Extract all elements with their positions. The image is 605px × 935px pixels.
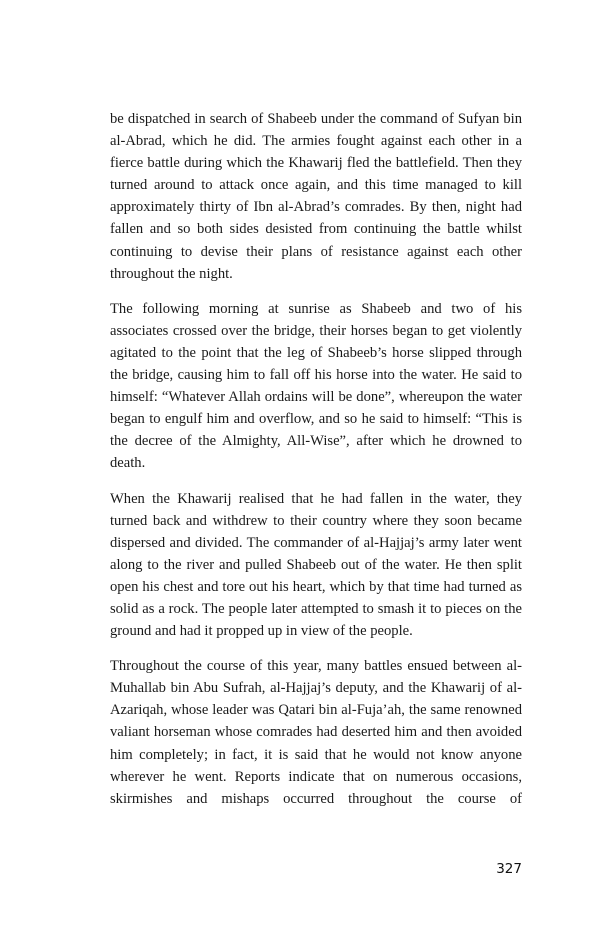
paragraph-2: The following morning at sunrise as Shabeeb and two of his associates crossed over the bridge, their horses began to get violently agitated to the point that the leg of Shabeeb’s horse slipped through the bridge, causing him to fall off his horse into the water. He said to himself: “Whatever Allah ordains will be done”, whereupon the water began to engulf him and overflow, and so he said to himself: “This is the decree of the Almighty, All-Wise”, after which he drowned to death.	[110, 300, 522, 472]
paragraph-1: be dispatched in search of Shabeeb under the command of Sufyan bin al-Abrad, which he did. The armies fought against each other in a fierce battle during which the Khawarij fled the battlefield. Then they turned around to attack once again, and this time managed to kill approximately thirty of Ibn al-Abrad’s comrades. By then, night had fallen and so both sides desisted from continuing the battle whilst continuing to devise their plans of resistance against each other throughout the night.	[110, 111, 522, 282]
paragraph-4: Throughout the course of this year, many battles ensued between al-Muhallab bin Abu Sufrah, al-Hajjaj’s deputy, and the Khawarij of al-Azariqah, whose leader was Qatari bin al-Fuja’ah, the same renowned valiant horseman whose comrades had deserted him and then avoided him completely; in fact, it is said that he would not know anyone wherever he went. Reports indicate that on numerous occasions, skirmishes and mishaps occurred throughout the course of	[110, 658, 522, 807]
paragraph-3: When the Khawarij realised that he had fallen in the water, they turned back and withdrew to their country where they soon became dispersed and divided. The commander of al-Hajjaj’s army later went along to the river and pulled Shabeeb out of the water. He then split open his chest and tore out his heart, which by that time had turned as solid as a rock. The people later attempted to smash it to pieces on the ground and had it propped up in view of the people.	[110, 490, 522, 640]
body-text	[110, 108, 522, 823]
page-number: 327	[496, 861, 522, 877]
